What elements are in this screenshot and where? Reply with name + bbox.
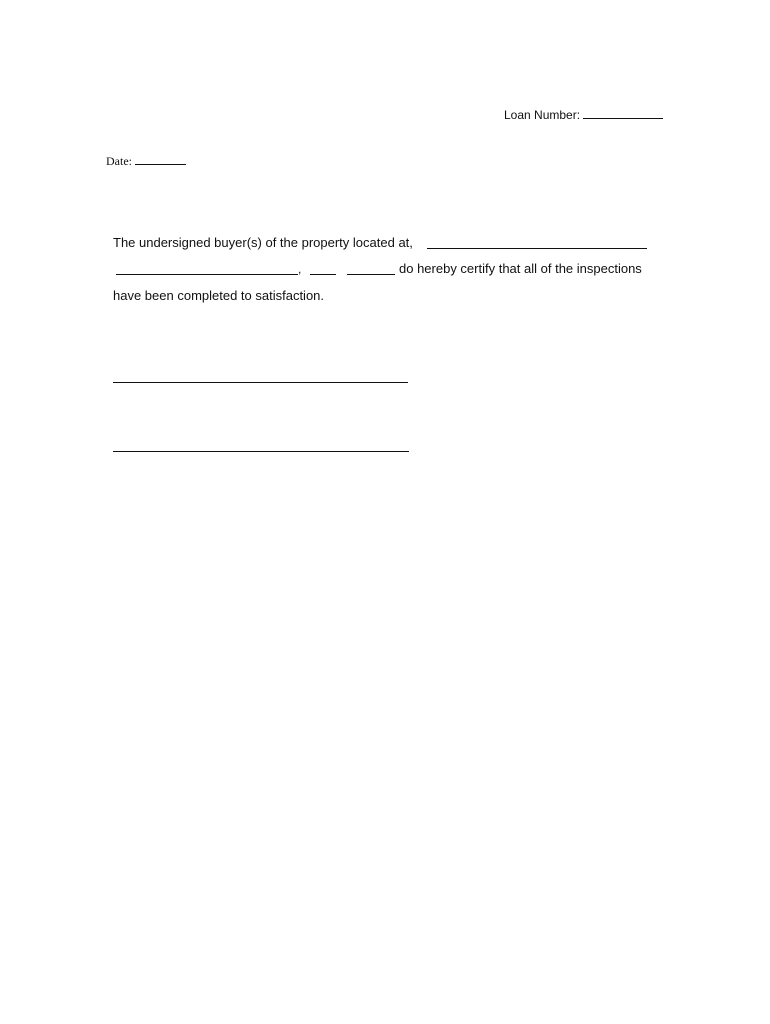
zip-blank[interactable] xyxy=(347,274,395,275)
property-address-blank[interactable] xyxy=(427,248,647,249)
loan-number-blank[interactable] xyxy=(583,108,663,119)
state-blank[interactable] xyxy=(310,274,336,275)
city-blank[interactable] xyxy=(116,274,298,275)
buyer-signature-line-1[interactable] xyxy=(113,382,408,383)
paragraph-line-3: have been completed to satisfaction. xyxy=(113,288,325,303)
paragraph-line-2: do hereby certify that all of the inspections xyxy=(399,261,642,276)
buyer-signature-line-2[interactable] xyxy=(113,451,409,452)
loan-number-label: Loan Number: xyxy=(504,108,581,122)
date-label: Date: xyxy=(106,154,132,168)
paragraph-line-1: The undersigned buyer(s) of the property located at, xyxy=(113,235,413,250)
city-state-comma: , xyxy=(298,262,302,276)
date-blank[interactable] xyxy=(135,154,186,165)
loan-number-field xyxy=(504,107,663,123)
date-field xyxy=(106,153,186,169)
